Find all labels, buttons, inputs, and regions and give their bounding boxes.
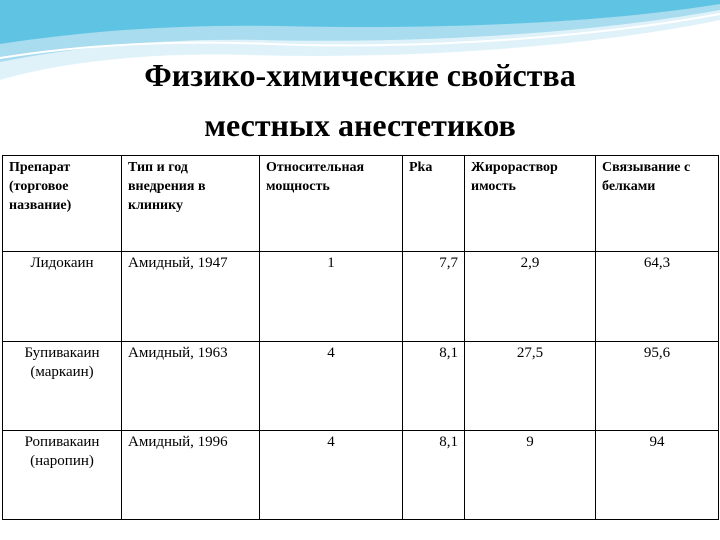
cell-protein-binding: 94 <box>596 431 719 520</box>
cell-type-year: Амидный, 1947 <box>122 252 260 342</box>
header-lipid-solubility: Жирораствор имость <box>465 156 596 252</box>
table-row <box>3 431 719 520</box>
cell-drug: Бупивакаин (маркаин) <box>3 342 122 431</box>
cell-pka: 8,1 <box>403 431 465 520</box>
header-potency: Относительная мощность <box>260 156 403 252</box>
cell-type-year: Амидный, 1963 <box>122 342 260 431</box>
table-row <box>3 342 719 431</box>
header-pka: Pka <box>403 156 465 252</box>
cell-lipid-solubility: 27,5 <box>465 342 596 431</box>
header-type-year: Тип и год внедрения в клинику <box>122 156 260 252</box>
cell-pka: 8,1 <box>403 342 465 431</box>
cell-protein-binding: 95,6 <box>596 342 719 431</box>
cell-lipid-solubility: 9 <box>465 431 596 520</box>
properties-table <box>2 155 719 520</box>
cell-potency: 4 <box>260 342 403 431</box>
cell-drug: Лидокаин <box>3 252 122 342</box>
table-header-row <box>3 156 719 252</box>
cell-potency: 1 <box>260 252 403 342</box>
header-protein-binding: Связывание с белками <box>596 156 719 252</box>
cell-protein-binding: 64,3 <box>596 252 719 342</box>
title-line-2: местных анестетиков <box>204 107 516 143</box>
cell-pka: 7,7 <box>403 252 465 342</box>
cell-type-year: Амидный, 1996 <box>122 431 260 520</box>
header-drug: Препарат (торговое название) <box>3 156 122 252</box>
cell-drug: Ропивакаин (наропин) <box>3 431 122 520</box>
slide-title <box>0 50 720 150</box>
title-line-1: Физико-химические свойства <box>144 57 576 93</box>
cell-lipid-solubility: 2,9 <box>465 252 596 342</box>
cell-potency: 4 <box>260 431 403 520</box>
table-row <box>3 252 719 342</box>
